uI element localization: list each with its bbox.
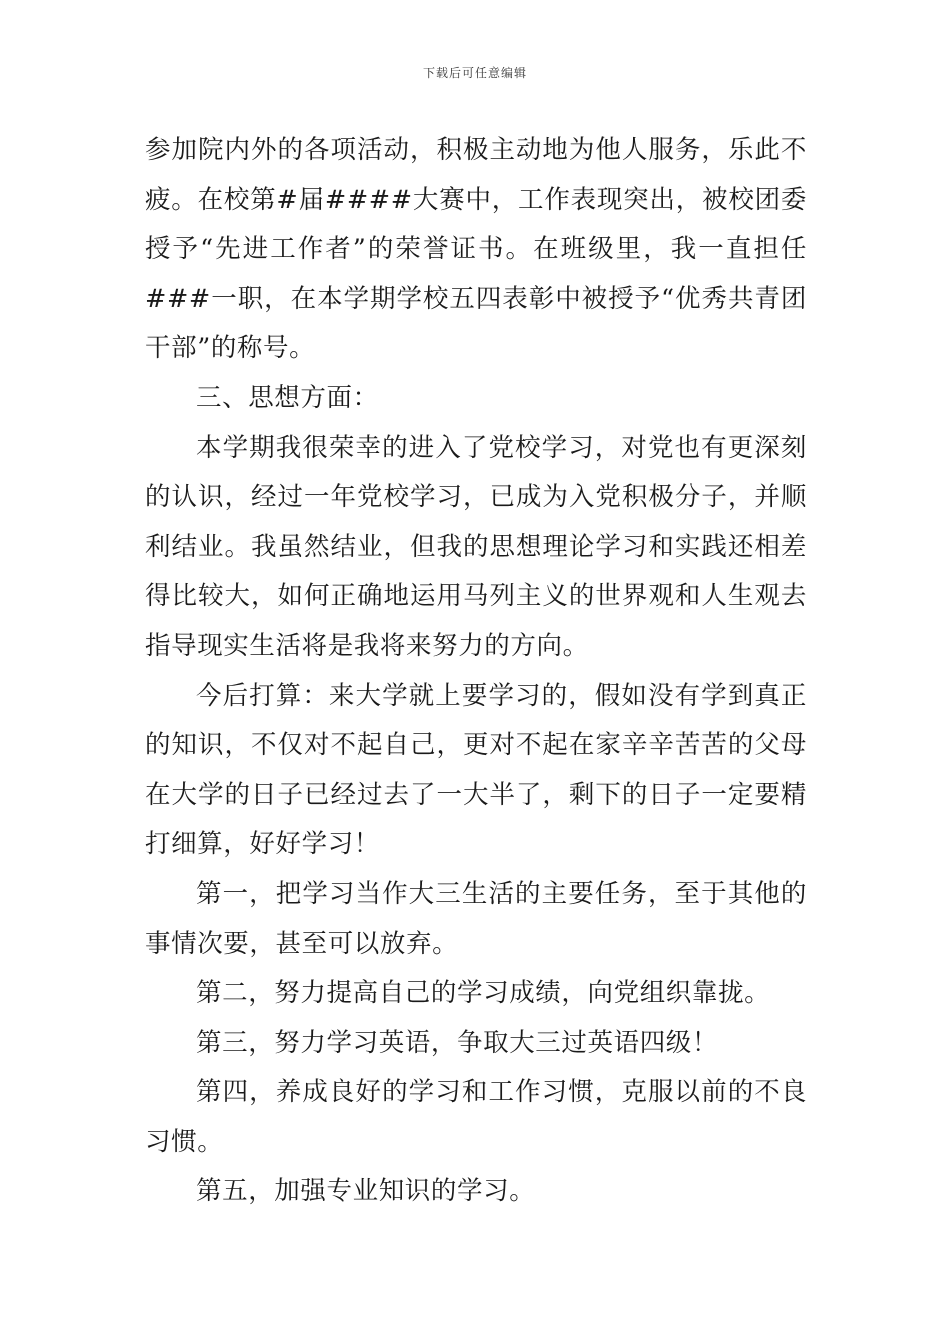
plan-item-4: 第四，养成良好的学习和工作习惯，克服以前的不良习惯。 xyxy=(145,1077,807,1157)
paragraph-future-plans: 今后打算：来大学就上要学习的，假如没有学到真正的知识，不仅对不起自己，更对不起在家辛辛苦苦的父母在大学的日子已经过去了一大半了，剩下的日子一定要精打细算，好好学习！ xyxy=(145,680,807,860)
plan-item-3: 第三，努力学习英语，争取大三过英语四级！ xyxy=(196,1027,719,1058)
document-body xyxy=(145,126,807,1217)
section-heading-thought: 三、思想方面： xyxy=(196,382,379,413)
paragraph-activities: 参加院内外的各项活动，积极主动地为他人服务，乐此不疲。在校第#届####大赛中，工作表现突出，被校团委授予“先进工作者”的荣誉证书。在班级里，我一直担任###一职，在本学期学校五四表彰中被授予“优秀共青团干部”的称号。 xyxy=(145,135,807,364)
paragraph-party-school: 本学期我很荣幸的进入了党校学习，对党也有更深刻的认识，经过一年党校学习，已成为入党积极分子，并顺利结业。我虽然结业，但我的思想理论学习和实践还相差得比较大，如何正确地运用马列主义的世界观和人生观去指导现实生活将是我将来努力的方向。 xyxy=(145,432,807,661)
plan-item-5: 第五，加强专业知识的学习。 xyxy=(196,1176,536,1207)
plan-item-1: 第一，把学习当作大三生活的主要任务，至于其他的事情次要，甚至可以放弃。 xyxy=(145,878,807,959)
plan-item-2: 第二，努力提高自己的学习成绩，向党组织靠拢。 xyxy=(196,978,771,1009)
page-header: 下载后可任意编辑 xyxy=(422,66,527,80)
